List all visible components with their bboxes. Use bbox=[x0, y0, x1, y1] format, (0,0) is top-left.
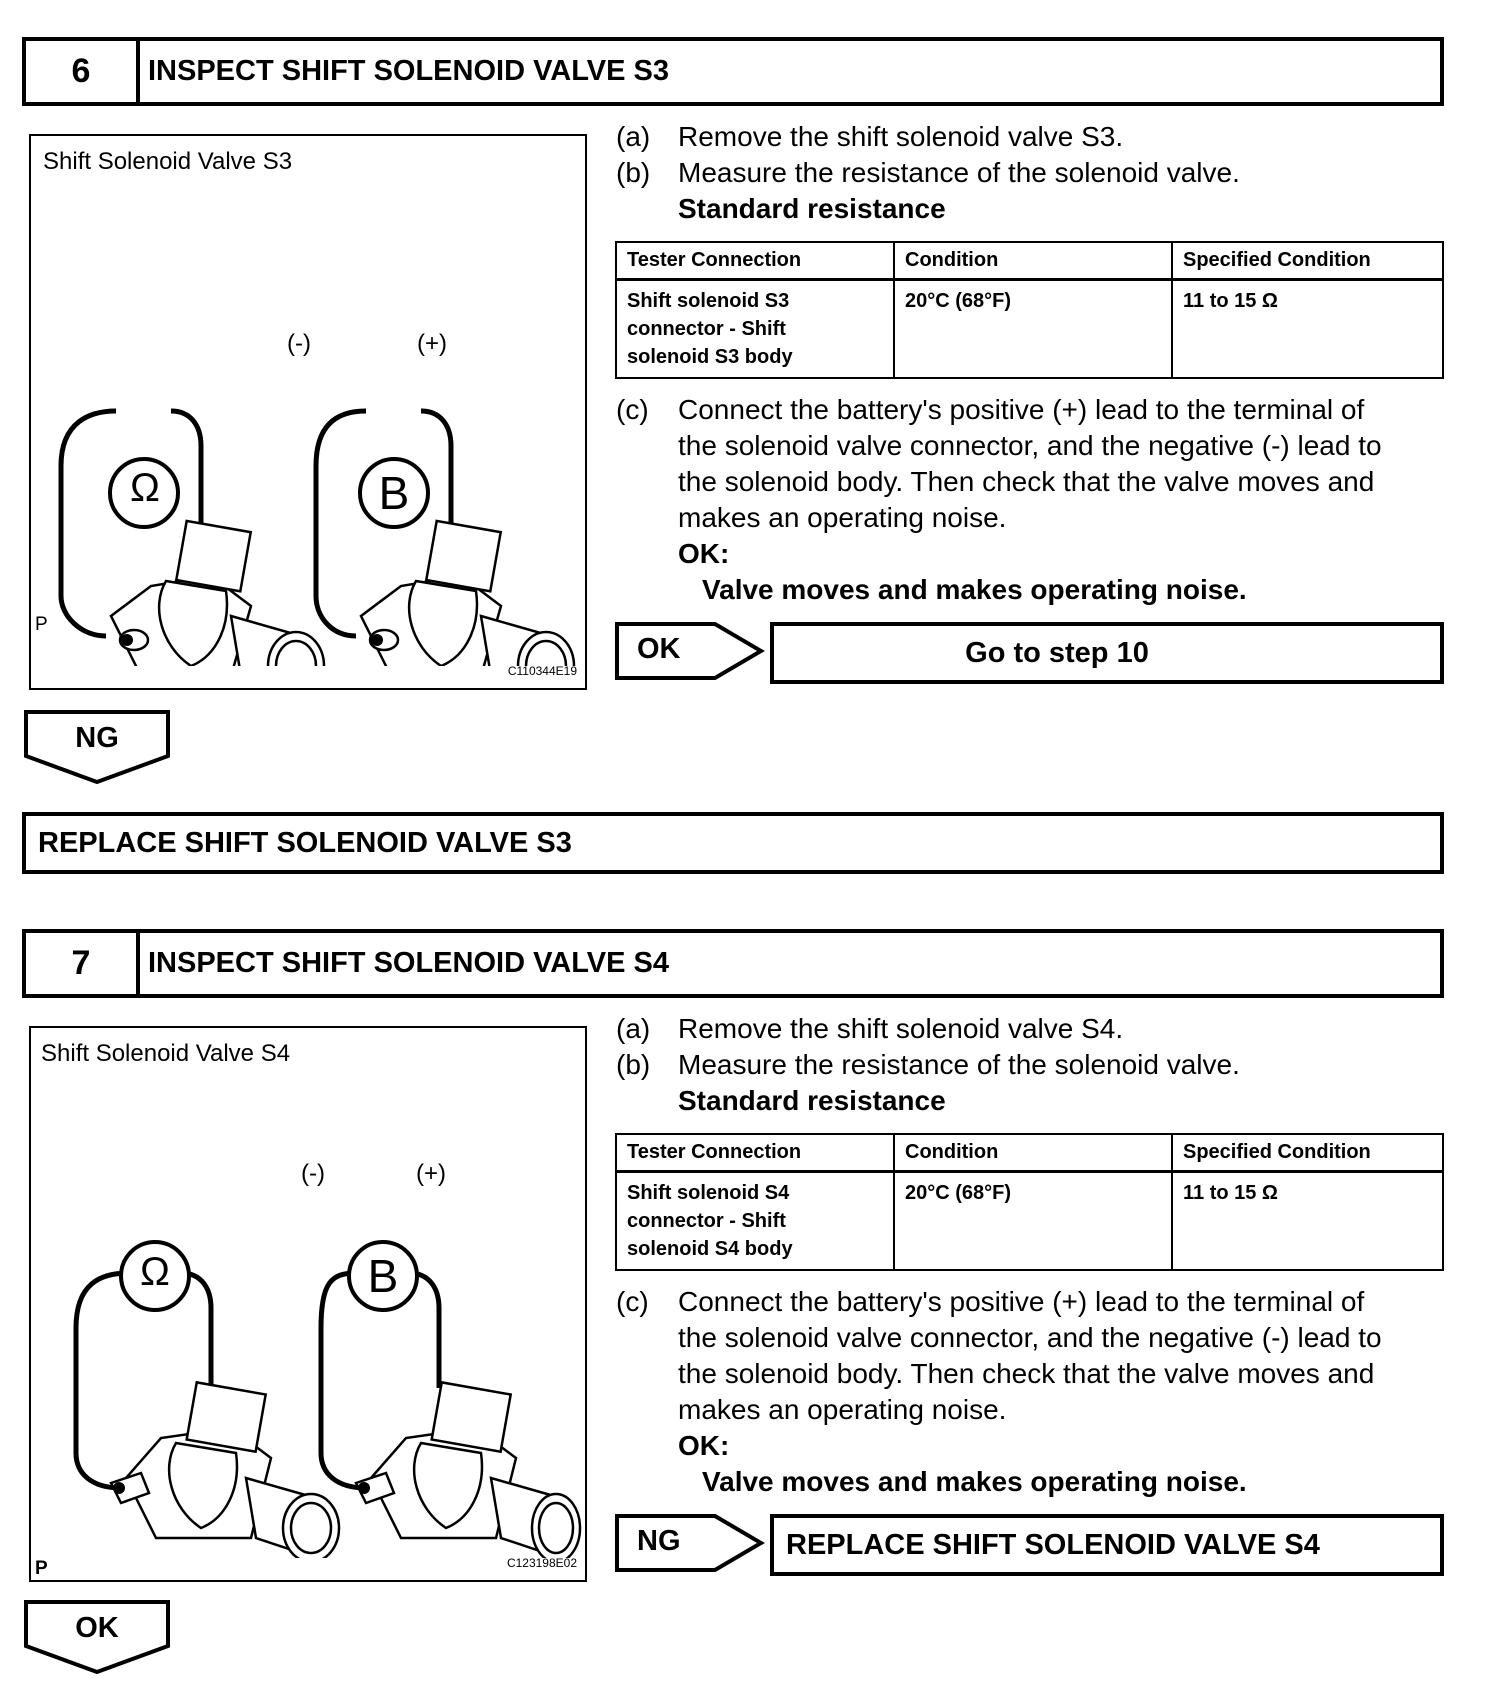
standard-resistance-label: Standard resistance bbox=[678, 193, 946, 224]
table-cell: 11 to 15 Ω bbox=[1172, 1172, 1443, 1271]
step-6-header bbox=[22, 37, 1444, 106]
ok-criteria: Valve moves and makes operating noise. bbox=[702, 1466, 1247, 1497]
ok-down-arrow[interactable] bbox=[24, 1600, 170, 1674]
step-number: 7 bbox=[26, 933, 140, 994]
go-to-step-10-box[interactable] bbox=[770, 622, 1444, 684]
negative-label: (-) bbox=[301, 1160, 325, 1187]
battery-symbol: B bbox=[367, 1250, 399, 1302]
step-title: INSPECT SHIFT SOLENOID VALVE S3 bbox=[148, 55, 669, 87]
step-number: 6 bbox=[26, 41, 140, 102]
step-a: (a) Remove the shift solenoid valve S4. bbox=[616, 1013, 1124, 1044]
figure-code: C123198E02 bbox=[506, 1556, 577, 1570]
ohm-symbol: Ω bbox=[140, 1250, 170, 1294]
table-cell: Shift solenoid S3 connector - Shift solenoid S3 body bbox=[616, 280, 894, 379]
resistance-table bbox=[615, 1133, 1444, 1271]
positive-label: (+) bbox=[417, 330, 447, 357]
step-a: (a) Remove the shift solenoid valve S3. bbox=[616, 121, 1124, 152]
solenoid-illustration bbox=[31, 1088, 585, 1558]
table-cell: 20°C (68°F) bbox=[894, 1172, 1172, 1271]
step-7-header bbox=[22, 929, 1444, 998]
figure-title: Shift Solenoid Valve S4 bbox=[41, 1040, 291, 1067]
p-mark: P bbox=[35, 614, 48, 635]
figure-s4 bbox=[29, 1026, 587, 1582]
table-header: Specified Condition bbox=[1172, 242, 1443, 280]
step-title: INSPECT SHIFT SOLENOID VALVE S4 bbox=[148, 947, 669, 979]
step-b: (b) Measure the resistance of the solenoid valve. bbox=[616, 157, 1240, 188]
ok-label: OK: bbox=[678, 538, 730, 569]
ohm-symbol: Ω bbox=[130, 466, 160, 510]
table-header: Tester Connection bbox=[616, 1134, 894, 1172]
step-c: (c) Connect the battery's positive (+) lead to the terminal of the solenoid valve connector, and the negative (-) lead to the solenoid body. Then check that the valve moves and makes an operating noise. bbox=[616, 394, 1382, 533]
figure-code: C110344E19 bbox=[507, 664, 577, 678]
solenoid-illustration bbox=[31, 196, 585, 666]
negative-label: (-) bbox=[287, 330, 311, 357]
table-header: Condition bbox=[894, 242, 1172, 280]
ok-label: OK: bbox=[678, 1430, 730, 1461]
ng-result-arrow[interactable] bbox=[615, 1514, 765, 1572]
ng-arrow-label: NG bbox=[637, 1525, 681, 1557]
step-b: (b) Measure the resistance of the solenoid valve. bbox=[616, 1049, 1240, 1080]
step-c: (c) Connect the battery's positive (+) lead to the terminal of the solenoid valve connector, and the negative (-) lead to the solenoid body. Then check that the valve moves and makes an operating noise. bbox=[616, 1286, 1382, 1425]
table-header: Tester Connection bbox=[616, 242, 894, 280]
result-text: Go to step 10 bbox=[965, 636, 1149, 669]
battery-symbol: B bbox=[378, 467, 410, 519]
resistance-table bbox=[615, 241, 1444, 379]
table-header: Condition bbox=[894, 1134, 1172, 1172]
ok-criteria: Valve moves and makes operating noise. bbox=[702, 574, 1247, 605]
ok-arrow-label: OK bbox=[75, 1612, 119, 1644]
figure-title: Shift Solenoid Valve S3 bbox=[43, 148, 293, 175]
replace-s3-box bbox=[22, 812, 1444, 874]
table-cell: 11 to 15 Ω bbox=[1172, 280, 1443, 379]
ng-arrow-label: NG bbox=[75, 722, 119, 754]
ok-result-arrow[interactable] bbox=[615, 622, 765, 680]
table-header: Specified Condition bbox=[1172, 1134, 1443, 1172]
result-text: REPLACE SHIFT SOLENOID VALVE S4 bbox=[786, 1528, 1320, 1561]
replace-s4-box[interactable] bbox=[770, 1514, 1444, 1576]
replace-text: REPLACE SHIFT SOLENOID VALVE S3 bbox=[38, 826, 572, 859]
figure-s3 bbox=[29, 134, 587, 690]
ok-arrow-label: OK bbox=[637, 633, 681, 665]
ng-down-arrow[interactable] bbox=[24, 710, 170, 784]
table-cell: Shift solenoid S4 connector - Shift solenoid S4 body bbox=[616, 1172, 894, 1271]
table-cell: 20°C (68°F) bbox=[894, 280, 1172, 379]
p-mark: P bbox=[35, 1558, 48, 1579]
positive-label: (+) bbox=[416, 1160, 446, 1187]
standard-resistance-label: Standard resistance bbox=[678, 1085, 946, 1116]
